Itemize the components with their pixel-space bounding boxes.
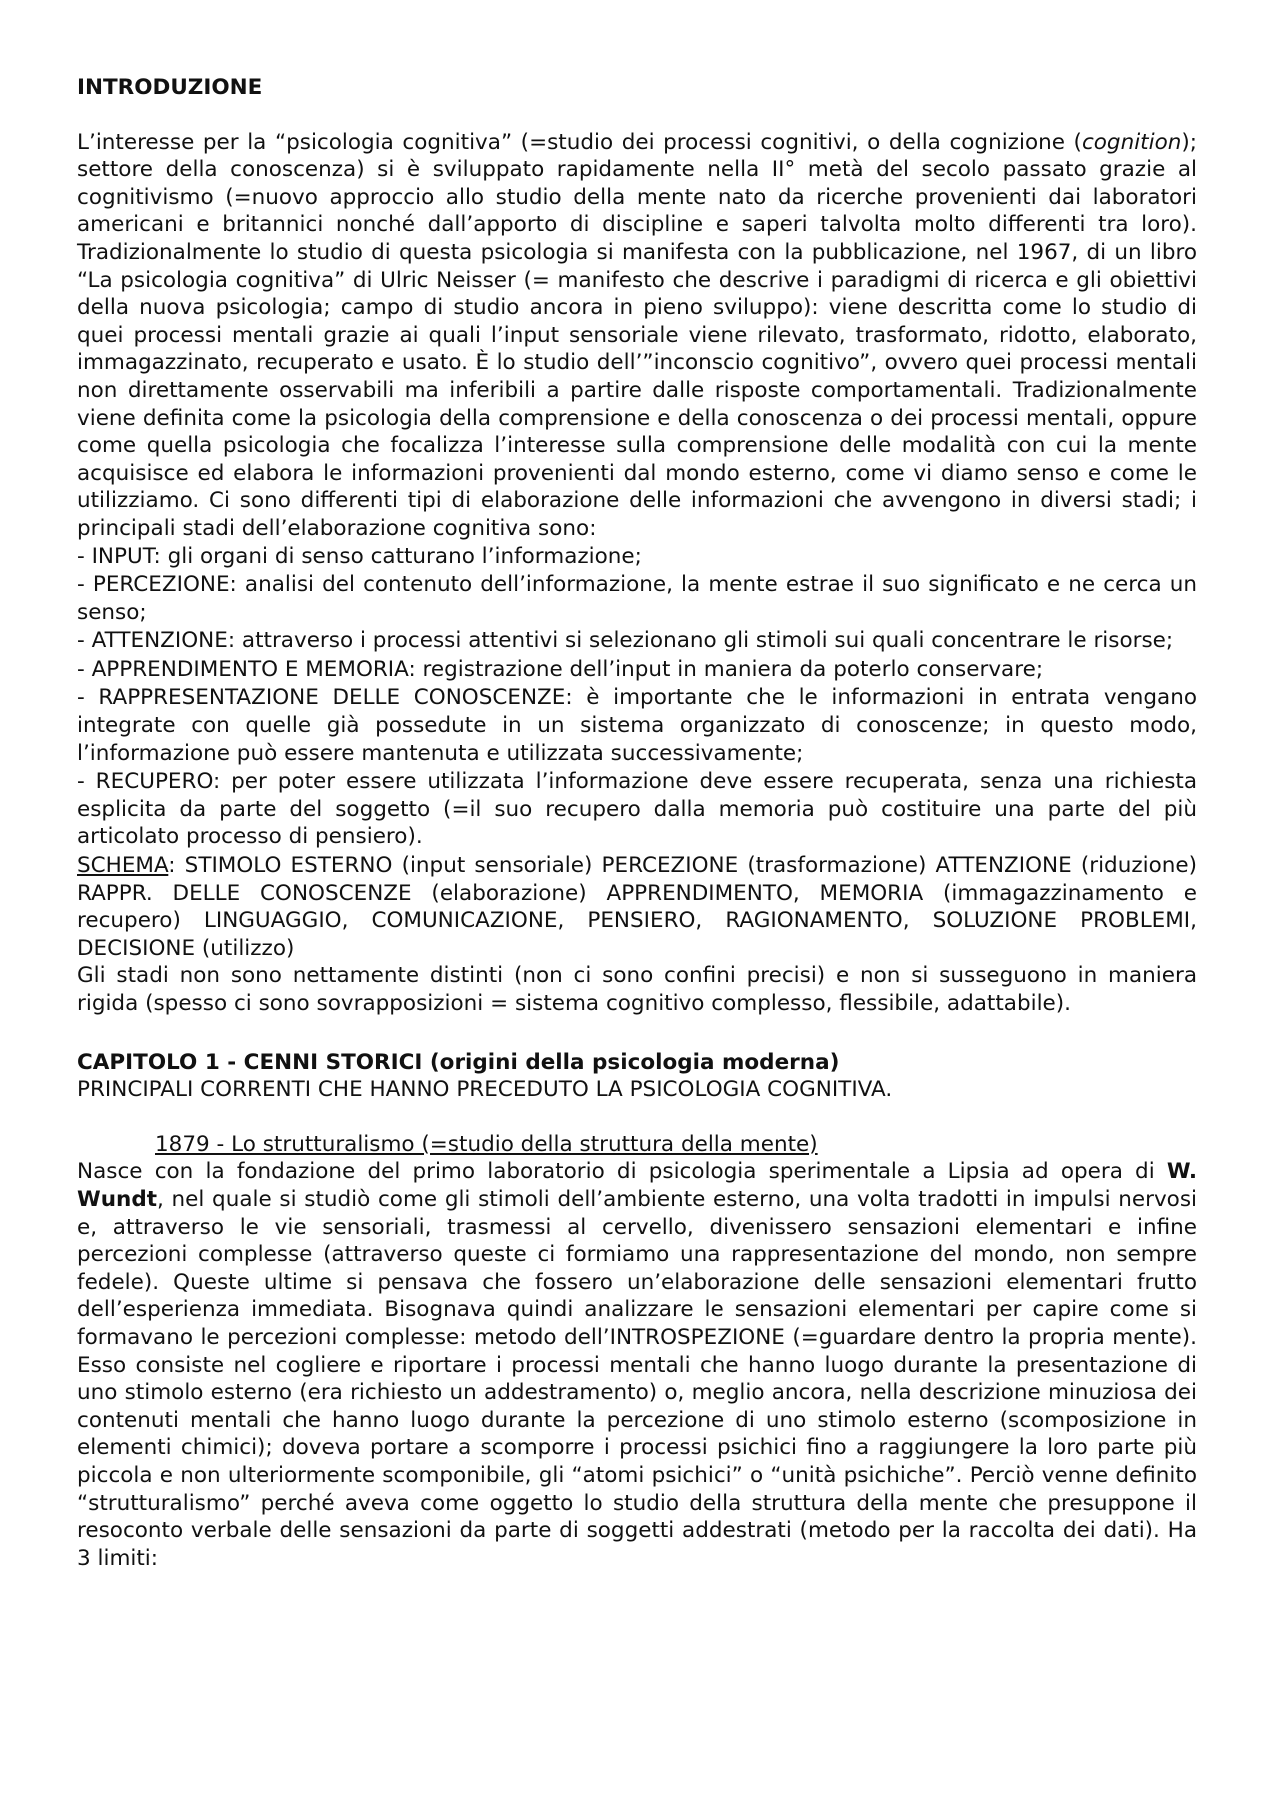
chapter-subheading: PRINCIPALI CORRENTI CHE HANNO PRECEDUTO LA PSICOLOGIA COGNITIVA. [77,1077,893,1103]
intro-paragraph-a: L’interesse per la “psicologia cognitiva” (=studio dei processi cognitivi, o della cognizione ( [77,129,1082,155]
schema-text: : STIMOLO ESTERNO (input sensoriale) PERCEZIONE (trasformazione) ATTENZIONE (riduzione) RAPPR. DELLE CONOSCENZE (elaborazione) APPRENDIMENTO, MEMORIA (immagazzinamento e recupero) LINGUAGGIO, COMUNICAZIONE, PENSIERO, RAGIONAMENTO, SOLUZIONE PROBLEMI, DECISIONE (utilizzo) [77,853,1197,961]
intro-heading: INTRODUZIONE [77,75,263,100]
stage-attenzione: - ATTENZIONE: attraverso i processi attentivi si selezionano gli stimoli sui quali concentrare le risorse; [77,628,1174,654]
stage-percezione: - PERCEZIONE: analisi del contenuto dell’informazione, la mente estrae il suo significato e ne cerca un senso; [77,572,1197,625]
chapter-heading: CAPITOLO 1 - CENNI STORICI (origini della psicologia moderna) [77,1049,840,1075]
spacer [77,1104,1197,1131]
stage-input: - INPUT: gli organi di senso catturano l’informazione; [77,543,642,569]
strutturalismo-a: Nasce con la fondazione del primo laboratorio di psicologia sperimentale a Lipsia ad opera di [77,1159,1167,1185]
schema-paragraph [77,852,1197,962]
spacer [77,1018,1197,1049]
stage-apprendimento: - APPRENDIMENTO E MEMORIA: registrazione dell’input in maniera da poterlo conservare; [77,656,1044,682]
wundt-name: W. Wundt [77,1159,1197,1212]
stage-recupero: - RECUPERO: per poter essere utilizzata l’informazione deve essere recuperata, senza una richiesta esplicita da parte del soggetto (=il suo recupero dalla memoria può costituire una parte del più articolato processo di pensiero). [77,769,1197,850]
section-title-line [77,1131,1197,1159]
schema-label: SCHEMA [77,853,169,879]
intro-paragraph [77,129,1197,543]
section-title: 1879 - Lo strutturalismo (=studio della struttura della mente) [155,1131,818,1157]
spacer [77,102,1197,129]
intro-paragraph-b: ); settore della conoscenza) si è sviluppato rapidamente nella II° metà del secolo passato grazie al cognitivismo (=nuovo approccio allo studio della mente nato da ricerche provenienti dai laboratori americani e britannici nonché dall’apporto di discipline e saperi talvolta molto differenti tra loro). Tradizionalmente lo studio di questa psicologia si manifesta con la pubblicazione, nel 1967, di un libro “La psicologia cognitiva” di Ulric Neisser (= manifesto che descrive i paradigmi di ricerca e gli obiettivi della nuova psicologia; campo di studio ancora in pieno sviluppo): viene descritta come lo studio di quei processi mentali grazie ai quali l’input sensoriale viene rilevato, trasformato, ridotto, elaborato, immagazzinato, recuperato e usato. È lo studio dell’”inconscio cognitivo”, ovvero quei processi mentali non direttamente osservabili ma inferibili a partire dalle risposte comportamentali. Tradizionalmente viene definita come la psicologia della comprensione e della conoscenza o dei processi mentali, oppure come quella psicologia che focalizza l’interesse sulla comprensione delle modalità con cui la mente acquisisce ed elabora le informazioni provenienti dal mondo esterno, come vi diamo senso e come le utilizziamo. Ci sono differenti tipi di elaborazione delle informazioni che avvengono in diversi stadi; i principali stadi dell’elaborazione cognitiva sono: [77,129,1197,541]
intro-paragraph-italic: cognition [1081,129,1182,155]
intro-closing: Gli stadi non sono nettamente distinti (non ci sono confini precisi) e non si susseguono in maniera rigida (spesso ci sono sovrapposizioni = sistema cognitivo complesso, flessibile, adattabile). [77,963,1197,1016]
strutturalismo-paragraph [77,1158,1197,1572]
strutturalismo-b: , nel quale si studiò come gli stimoli dell’ambiente esterno, una volta tradotti in impulsi nervosi e, attraverso le vie sensoriali, trasmessi al cervello, divenissero sensazioni elementari e infine percezioni complesse (attraverso queste ci formiamo una rappresentazione del mondo, non sempre fedele). Queste ultime si pensava che fossero un’elaborazione delle sensazioni elementari frutto dell’esperienza immediata. Bisognava quindi analizzare le sensazioni elementari per capire come si formavano le percezioni complesse: metodo dell’INTROSPEZIONE (=guardare dentro la propria mente). Esso consiste nel cogliere e riportare i processi mentali che hanno luogo durante la presentazione di uno stimolo esterno (era richiesto un addestramento) o, meglio ancora, nella descrizione minuziosa dei contenuti mentali che hanno luogo durante la percezione di uno stimolo esterno (scomposizione in elementi chimici); doveva portare a scomporre i processi psichici fino a raggiungere la loro parte più piccola e non ulteriormente scomponibile, gli “atomi psichici” o “unità psichiche”. Perciò venne definito “strutturalismo” perché aveva come oggetto lo studio della struttura della mente che presuppone il resoconto verbale delle sensazioni da parte di soggetti addestrati (metodo per la raccolta dei dati). Ha 3 limiti: [77,1186,1197,1571]
stages-list [77,543,1197,852]
stage-rappresentazione: - RAPPRESENTAZIONE DELLE CONOSCENZE: è importante che le informazioni in entrata vengano integrate con quelle già possedute in un sistema organizzato di conoscenze; in questo modo, l’informazione può essere mantenuta e utilizzata successivamente; [77,685,1197,766]
